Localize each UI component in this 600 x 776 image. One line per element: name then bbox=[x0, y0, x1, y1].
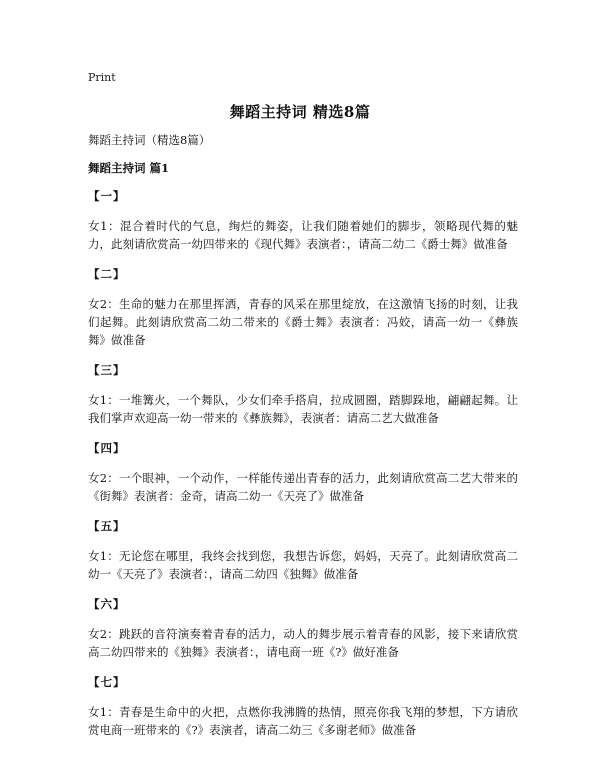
part-text-4: 女2：一个眼神，一个动作，一样能传递出青春的活力，此刻请欣赏高二艺大带来的《街舞》表演者：金奇，请高二幼一《天亮了》做准备 bbox=[88, 471, 518, 503]
part-marker-3: 【三】 bbox=[88, 363, 126, 377]
part-marker-2: 【二】 bbox=[88, 267, 126, 281]
part-marker-1: 【一】 bbox=[88, 189, 126, 203]
part-text-5: 女1：无论您在哪里，我终会找到您，我想告诉您，妈妈，天亮了。此刻请欣赏高二幼一《天亮了》表演者：，请高二幼四《独舞》做准备 bbox=[88, 549, 518, 581]
part-marker-7: 【七】 bbox=[88, 675, 126, 689]
part-text-1: 女1：混合着时代的气息，绚烂的舞姿，让我们随着她们的脚步，领略现代舞的魅力，此刻请欣赏高一幼四带来的《现代舞》表演者：，请高二幼二《爵士舞》做准备 bbox=[88, 219, 518, 251]
part-text-7: 女1：青春是生命中的火把，点燃你我沸腾的热情，照亮你我飞翔的梦想，下方请欣赏电商一班带来的《?》表演者，请高二幼三《多谢老师》做准备 bbox=[88, 705, 518, 737]
part-marker-4: 【四】 bbox=[88, 441, 126, 455]
part-text-2: 女2：生命的魅力在那里挥洒，青春的风采在那里绽放，在这激情飞扬的时刻，让我们起舞。此刻请欣赏高二幼二带来的《爵士舞》表演者：冯姣，请高一幼一《彝族舞》做准备 bbox=[88, 297, 518, 347]
part-marker-5: 【五】 bbox=[88, 519, 126, 533]
section-heading: 舞蹈主持词 篇1 bbox=[88, 161, 170, 175]
part-marker-6: 【六】 bbox=[88, 597, 126, 611]
page-title: 舞蹈主持词 精选8篇 bbox=[229, 103, 371, 121]
part-text-3: 女1：一堆篝火，一个舞队，少女们牵手搭肩，拉成圆圈，踏脚跺地，翩翩起舞。让我们掌声欢迎高一幼一带来的《彝族舞》，表演者：请高二艺大做准备 bbox=[88, 393, 518, 425]
part-text-6: 女2：跳跃的音符演奏着青春的活力，动人的舞步展示着青春的风影，接下来请欣赏高二幼四带来的《独舞》表演者：，请电商一班《?》做好准备 bbox=[88, 627, 518, 659]
print-label: Print bbox=[88, 71, 116, 84]
document-subtitle: 舞蹈主持词（精选8篇） bbox=[88, 133, 211, 147]
document-body bbox=[88, 132, 518, 752]
